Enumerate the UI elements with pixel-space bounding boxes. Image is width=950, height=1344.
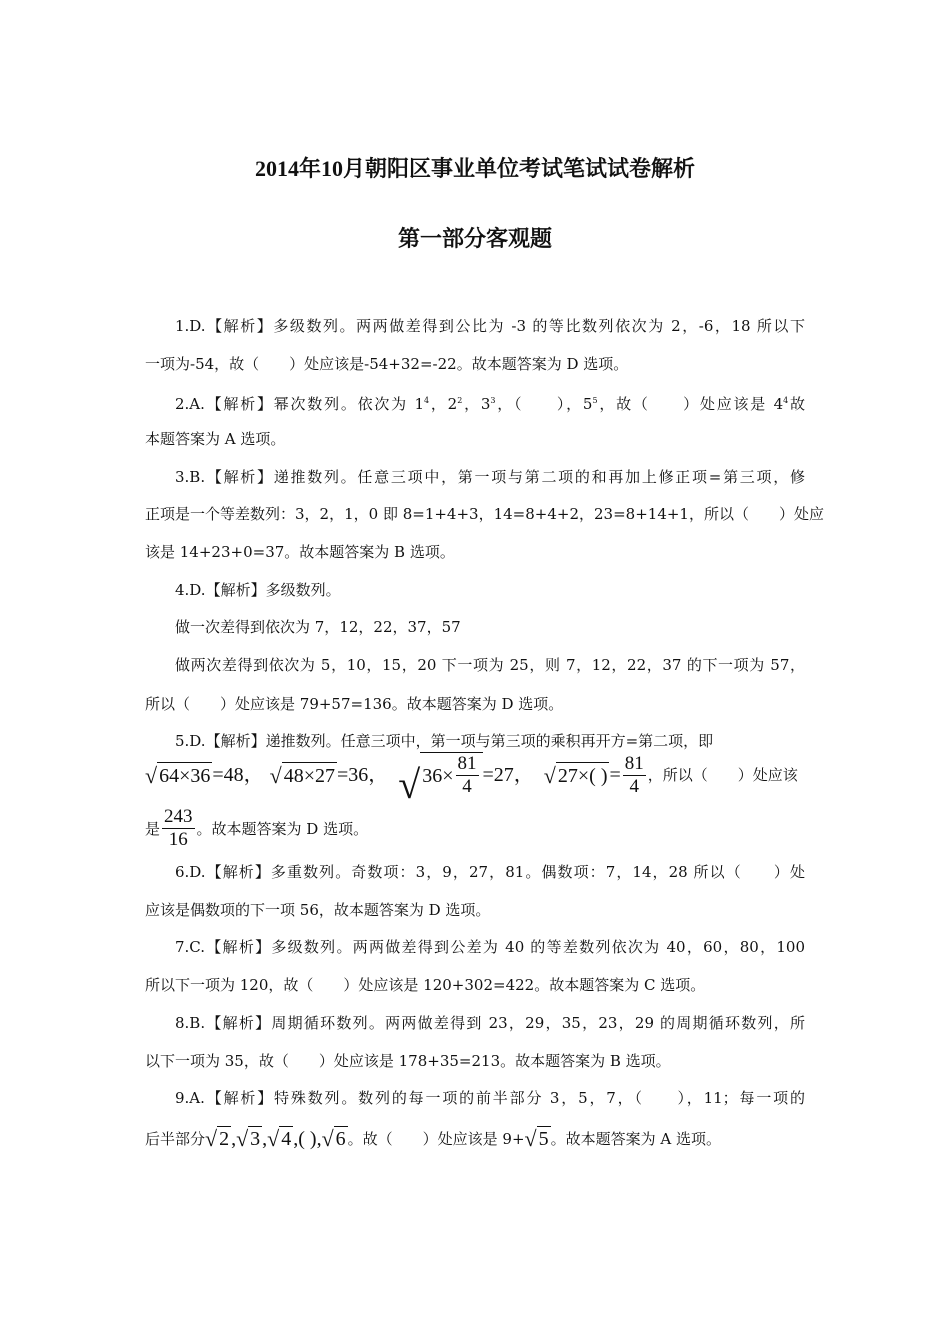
math-text: ，所以（ ）处应该 <box>647 766 798 784</box>
text-line: 8.B.【解析】周期循环数列。两两做差得到 23，29，35，23，29 的周期循环数列，所 <box>175 1014 805 1032</box>
text-line: 1.D.【解析】多级数列。两两做差得到公比为 -3 的等比数列依次为 2，-6，18 所以下 <box>175 317 805 335</box>
sqrt-sequence: √ 2 , √ 3 , √ 4 , ( ) , √ 6 <box>205 1126 346 1151</box>
text: 是 <box>145 819 161 838</box>
exponent: 4 <box>783 396 789 405</box>
q2-text: ，3 <box>462 395 491 413</box>
sqrt: √ 27×( ) <box>543 762 608 788</box>
math-text: =27， <box>482 764 534 786</box>
text-line: 9.A.【解析】特殊数列。数列的每一项的前半部分 3，5，7，（ ），11；每一项的 <box>175 1089 805 1107</box>
sqrt: √ 5 <box>524 1126 549 1151</box>
text: 后半部分 <box>145 1130 206 1148</box>
exponent: 3 <box>490 396 496 405</box>
text-line <box>175 391 805 414</box>
q5-formula-line <box>145 752 805 807</box>
text-line: 做一次差得到依次为 7，12，22，37，57 <box>175 618 461 636</box>
text: 。故本题答案为 D 选项。 <box>196 819 369 838</box>
text-line: 本题答案为 A 选项。 <box>145 430 286 448</box>
text-line: 6.D.【解析】多重数列。奇数项：3，9，27，81。偶数项：7，14，28 所以（ ）处 <box>175 863 805 881</box>
sqrt: √ 48×27 <box>269 762 335 788</box>
text-line: 以下一项为 35，故（ ）处应该是 178+35=213。故本题答案为 B 选项。 <box>145 1052 671 1070</box>
fraction: $\frac{81}{4}$ <box>624 752 644 797</box>
exponent: 5 <box>592 396 598 405</box>
text-line: 4.D.【解析】多级数列。 <box>175 581 341 599</box>
q2-text: 2.A.【解析】幂次数列。依次为 1 <box>175 395 425 413</box>
text-line: 正项是一个等差数列：3，2，1，0 即 8=1+4+3，14=8+4+2，23=8+14+1，所以（ ）处应 <box>145 505 824 523</box>
text-line: 应该是偶数项的下一项 56，故本题答案为 D 选项。 <box>145 901 491 919</box>
math-text: = <box>609 764 621 786</box>
text-line: 做两次差得到依次为 5，10，15，20 下一项为 25，则 7，12，22，37 的下一项为 57， <box>175 656 805 674</box>
q5-answer-line <box>145 806 805 851</box>
text-line: 3.B.【解析】递推数列。任意三项中，第一项与第二项的和再加上修正项=第三项，修 <box>175 468 805 486</box>
fraction: $\frac{243}{16}$ <box>164 806 193 850</box>
text: 。故本题答案为 A 选项。 <box>550 1130 721 1148</box>
section-title: 第一部分客观题 <box>397 226 552 251</box>
text-line: 所以下一项为 120，故（ ）处应该是 120+302=422。故本题答案为 C 选项。 <box>145 976 706 994</box>
text-line: 所以（ ）处应该是 79+57=136。故本题答案为 D 选项。 <box>145 695 564 713</box>
text: 。故（ ）处应该是 9+ <box>347 1130 525 1148</box>
document-title: 2014年10月朝阳区事业单位考试笔试试卷解析 <box>254 156 695 181</box>
q2-text: ，故（ ）处应该是 4 <box>597 395 784 413</box>
q2-text: ，（ ），5 <box>495 395 593 413</box>
q9-formula-line <box>145 1126 805 1151</box>
sqrt: √ 36× $\frac{81}{4}$ <box>398 752 482 798</box>
text-line: 一项为-54，故（ ）处应该是-54+32=-22。故本题答案为 D 选项。 <box>145 355 629 373</box>
text-line: 7.C.【解析】多级数列。两两做差得到公差为 40 的等差数列依次为 40，60，80，100 <box>175 938 805 956</box>
text-line: 该是 14+23+0=37。故本题答案为 B 选项。 <box>145 543 455 561</box>
q2-text: 故 <box>788 395 805 413</box>
sqrt: √ 64×36 <box>145 762 211 788</box>
text-line: 5.D.【解析】递推数列。任意三项中，第一项与第三项的乘积再开方=第二项，即 <box>175 732 714 750</box>
exponent: 2 <box>457 396 463 405</box>
exponent: 4 <box>424 396 430 405</box>
math-text: =36， <box>337 764 389 786</box>
math-text: =48， <box>212 764 264 786</box>
q2-text: ，2 <box>429 395 458 413</box>
